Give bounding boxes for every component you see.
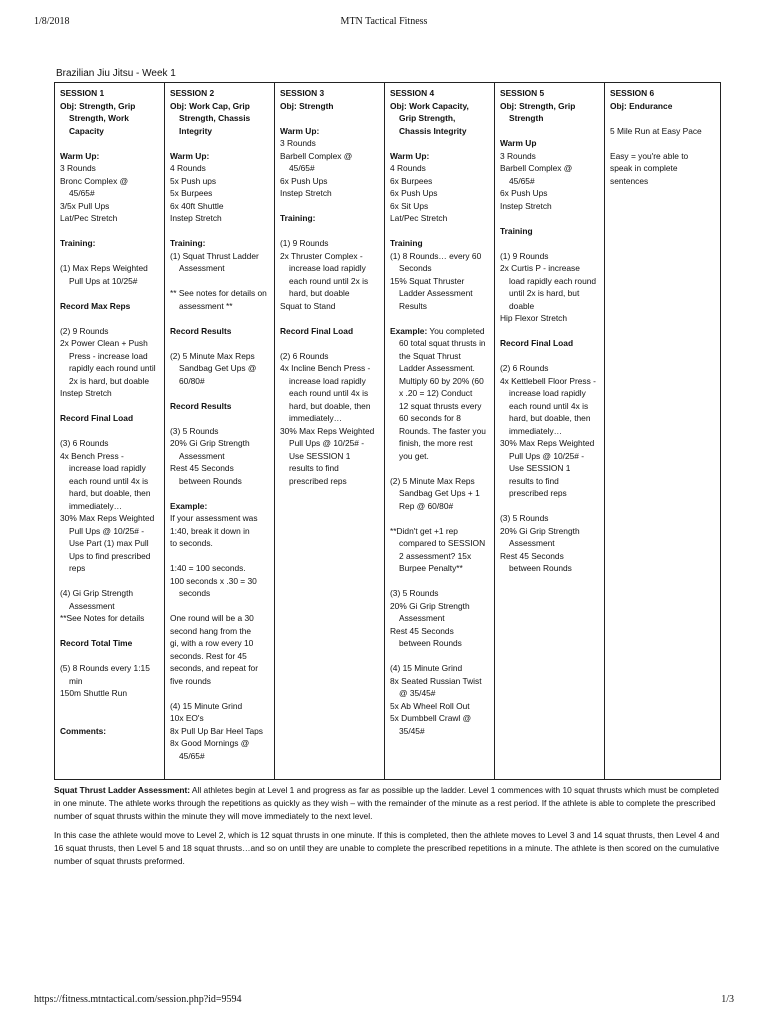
session-heading-line: Chassis Integrity bbox=[399, 125, 467, 136]
line-spacer bbox=[170, 487, 270, 500]
session-line: Rep @ 60/80# bbox=[399, 500, 454, 511]
notes-label: Squat Thrust Ladder Assessment: bbox=[54, 785, 191, 795]
line-spacer bbox=[280, 112, 380, 125]
line-spacer bbox=[60, 625, 160, 638]
session-line: Barbell Complex @ bbox=[280, 150, 353, 161]
session-line: **See Notes for details bbox=[60, 613, 145, 623]
site-name: MTN Tactical Fitness bbox=[340, 16, 428, 27]
session-line: (5) 8 Rounds every 1:15 bbox=[60, 663, 150, 673]
session-line: 3/5x Pull Ups bbox=[60, 200, 110, 211]
session-line: (4) Gi Grip Strength bbox=[60, 588, 134, 598]
session-line: immediately… bbox=[509, 425, 563, 436]
notes-paragraph-1 bbox=[54, 784, 720, 822]
session-line: x .20 = 12) Conduct bbox=[399, 388, 473, 398]
session-line: hard, but doable, then bbox=[509, 413, 591, 423]
session-line: Assessment bbox=[509, 538, 555, 548]
session-line: (1) Squat Thrust Ladder bbox=[170, 250, 259, 261]
session-line: (2) 6 Rounds bbox=[500, 363, 549, 373]
line-spacer bbox=[170, 600, 270, 613]
session-line: Instep Stretch bbox=[500, 200, 552, 211]
session-line: Barbell Complex @ bbox=[500, 163, 573, 173]
session-4-cell bbox=[385, 83, 495, 780]
line-spacer bbox=[170, 387, 270, 400]
session-heading-line: SESSION 1 bbox=[60, 88, 105, 98]
session-line: each round until 4x is bbox=[69, 475, 149, 486]
session-line: Pull Ups @ 10/25# - bbox=[69, 525, 145, 536]
session-line: (4) 15 Minute Grind bbox=[170, 700, 243, 711]
session-heading-line: Warm Up: bbox=[170, 150, 210, 161]
session-line: speak in complete bbox=[610, 163, 678, 173]
session-line: each round until 4x is bbox=[289, 388, 369, 398]
session-line: second hang from the bbox=[170, 625, 252, 636]
session-line: 6x 40ft Shuttle bbox=[170, 200, 224, 211]
page-number: 1/3 bbox=[721, 994, 734, 1005]
session-line: Seconds bbox=[399, 263, 432, 273]
session-line: 2x Curtis P - increase bbox=[500, 263, 580, 273]
session-line: load rapidly each round bbox=[509, 275, 597, 286]
session-line: rapidly each round until bbox=[69, 363, 156, 373]
session-line: 2 assessment? 15x bbox=[399, 550, 472, 561]
session-heading-line: Comments: bbox=[60, 725, 107, 736]
example-label: Example: bbox=[390, 325, 428, 336]
session-line: Sandbag Get Ups @ bbox=[179, 363, 257, 373]
session-line: 3 Rounds bbox=[280, 138, 316, 148]
session-line: 6x Burpees bbox=[390, 175, 433, 186]
session-line: (3) 5 Rounds bbox=[390, 588, 439, 598]
session-2-cell bbox=[165, 83, 275, 780]
session-line: doable bbox=[509, 300, 535, 311]
line-spacer bbox=[390, 462, 490, 475]
session-heading-line: Record Final Load bbox=[500, 338, 574, 348]
session-line: (2) 6 Rounds bbox=[280, 350, 329, 361]
session-heading-line: Warm Up: bbox=[60, 150, 100, 161]
session-line: 20% Gi Grip Strength bbox=[170, 438, 250, 448]
session-line: 35/45# bbox=[399, 725, 425, 736]
session-line: increase load rapidly bbox=[289, 263, 366, 273]
session-heading-line: Capacity bbox=[69, 125, 104, 136]
session-line: (1) 9 Rounds bbox=[280, 238, 329, 248]
session-line: 45/65# bbox=[179, 750, 205, 761]
session-line: reps bbox=[69, 563, 86, 573]
session-line: increase load rapidly bbox=[289, 375, 366, 386]
session-line: 100 seconds x .30 = 30 bbox=[170, 575, 257, 586]
session-line: Ups to find prescribed bbox=[69, 550, 151, 561]
session-heading-line: Record Results bbox=[170, 325, 232, 336]
session-heading-line: Strength, Chassis bbox=[179, 113, 251, 123]
line-spacer bbox=[390, 575, 490, 588]
session-heading-line: Example: bbox=[170, 500, 208, 511]
session-line: 45/65# bbox=[69, 188, 95, 198]
session-heading-line: Warm Up: bbox=[280, 125, 320, 136]
session-line: increase load rapidly bbox=[69, 463, 146, 473]
line-spacer bbox=[60, 250, 160, 263]
session-line: Instep Stretch bbox=[280, 188, 332, 198]
session-line: seconds. Rest for 45 bbox=[170, 650, 247, 661]
line-spacer bbox=[170, 550, 270, 563]
session-line: each round until 4x is bbox=[509, 400, 589, 411]
session-line: 1:40, break it down in bbox=[170, 525, 250, 536]
session-heading-line: SESSION 4 bbox=[390, 88, 435, 98]
session-line: 8x Good Mornings @ bbox=[170, 738, 250, 748]
session-line: 10x EO's bbox=[170, 713, 204, 723]
session-line: increase load rapidly bbox=[509, 388, 586, 398]
line-spacer bbox=[170, 275, 270, 288]
session-line: immediately… bbox=[69, 500, 123, 511]
session-heading-line: Obj: Endurance bbox=[610, 100, 673, 111]
session-line: results to find bbox=[509, 475, 559, 486]
session-line: you get. bbox=[399, 450, 429, 461]
session-heading-line: Obj: Strength bbox=[280, 100, 334, 111]
line-spacer bbox=[60, 312, 160, 325]
session-6-cell bbox=[605, 83, 721, 780]
session-line: Instep Stretch bbox=[170, 213, 222, 223]
session-heading-line: Training bbox=[390, 238, 423, 248]
session-line: (3) 5 Rounds bbox=[500, 513, 549, 523]
session-line: Squat to Stand bbox=[280, 300, 336, 311]
session-line: prescribed reps bbox=[289, 475, 347, 486]
line-spacer bbox=[500, 325, 600, 338]
session-line: 5x Dumbbell Crawl @ bbox=[390, 713, 472, 723]
assessment-notes bbox=[54, 784, 720, 875]
session-line: 150m Shuttle Run bbox=[60, 688, 128, 698]
session-line: finish, the more rest bbox=[399, 438, 473, 448]
session-line: 12 squat thrusts every bbox=[399, 400, 482, 411]
line-spacer bbox=[170, 412, 270, 425]
session-line: 6x Push Ups bbox=[390, 188, 438, 198]
session-line: 4x Kettlebell Floor Press - bbox=[500, 375, 596, 386]
line-spacer bbox=[390, 512, 490, 525]
line-spacer bbox=[500, 350, 600, 363]
session-line: Assessment bbox=[69, 600, 115, 611]
session-heading-line: SESSION 3 bbox=[280, 88, 325, 98]
session-line: 20% Gi Grip Strength bbox=[500, 525, 580, 536]
line-spacer bbox=[60, 287, 160, 300]
session-line: (1) Max Reps Weighted bbox=[60, 263, 148, 273]
session-line: 3 Rounds bbox=[60, 163, 96, 173]
line-spacer bbox=[390, 225, 490, 238]
session-line: Lat/Pec Stretch bbox=[60, 213, 118, 223]
session-line: Rounds. The faster you bbox=[399, 425, 486, 436]
session-heading-line: Strength bbox=[509, 113, 544, 123]
session-line: seconds, and repeat for bbox=[170, 663, 258, 673]
session-line: Rest 45 Seconds bbox=[170, 463, 234, 473]
session-line: 60 total squat thrusts in bbox=[399, 338, 486, 348]
session-line: 5 Mile Run at Easy Pace bbox=[610, 125, 702, 136]
line-spacer bbox=[60, 700, 160, 713]
session-heading-line: Training bbox=[500, 225, 533, 236]
session-line: 5x Burpees bbox=[170, 188, 213, 198]
session-line: assessment ** bbox=[179, 300, 233, 311]
session-line: hard, but doable bbox=[289, 288, 350, 298]
line-spacer bbox=[60, 575, 160, 588]
line-spacer bbox=[60, 712, 160, 725]
line-spacer bbox=[60, 650, 160, 663]
session-line: 6x Sit Ups bbox=[390, 200, 429, 211]
session-line: 30% Max Reps Weighted bbox=[60, 513, 155, 523]
session-line: (1) 9 Rounds bbox=[500, 250, 549, 261]
page-footer bbox=[34, 994, 734, 1008]
line-spacer bbox=[280, 225, 380, 238]
session-heading-line: SESSION 5 bbox=[500, 88, 545, 98]
line-spacer bbox=[170, 687, 270, 700]
line-spacer bbox=[60, 400, 160, 413]
session-line: 45/65# bbox=[289, 163, 315, 173]
session-line: Pull Ups @ 10/25# - bbox=[509, 450, 585, 461]
session-line: ** See notes for details on bbox=[170, 288, 267, 298]
session-line: (2) 9 Rounds bbox=[60, 325, 109, 336]
page-header bbox=[34, 16, 734, 30]
session-line: Hip Flexor Stretch bbox=[500, 313, 568, 323]
session-heading-line: Integrity bbox=[179, 125, 213, 136]
line-spacer bbox=[60, 137, 160, 150]
line-spacer bbox=[170, 225, 270, 238]
session-heading-line: Training: bbox=[60, 238, 96, 248]
document-title: Brazilian Jiu Jitsu - Week 1 bbox=[56, 68, 176, 79]
session-line: (1) 8 Rounds… every 60 bbox=[390, 250, 482, 261]
session-line: (4) 15 Minute Grind bbox=[390, 663, 463, 673]
session-line: 8x Seated Russian Twist bbox=[390, 675, 482, 686]
line-spacer bbox=[170, 337, 270, 350]
session-line: Assessment bbox=[399, 613, 445, 623]
session-line: the Squat Thrust bbox=[399, 350, 461, 361]
line-spacer bbox=[390, 312, 490, 325]
session-line: 2x Thruster Complex - bbox=[280, 250, 363, 261]
session-line: Rest 45 Seconds bbox=[500, 550, 564, 561]
session-line: 4x Incline Bench Press - bbox=[280, 363, 371, 373]
session-line: @ 35/45# bbox=[399, 688, 436, 698]
session-line: 15% Squat Thruster bbox=[390, 275, 465, 286]
session-line: sentences bbox=[610, 175, 649, 186]
line-spacer bbox=[390, 650, 490, 663]
session-1-cell bbox=[55, 83, 165, 780]
session-line: 3 Rounds bbox=[500, 150, 536, 161]
notes-paragraph-2: In this case the athlete would move to Level 2, which is 12 squat thrusts in one minute. If this is completed, then the athlete moves to Level 3 and 14 squat thrusts, then Level 4 and 16 squat thrusts, then Level 5 and 18 squat thrusts…and so on until they are unable to complete the prescribed repetitions in a minute. The athlete is then scored on the cumulative number of squat thrusts preformed. bbox=[54, 830, 720, 866]
session-line: 1:40 = 100 seconds. bbox=[170, 563, 246, 573]
session-heading-line: Training: bbox=[280, 213, 316, 223]
session-line: 2x is hard, but doable bbox=[69, 375, 150, 386]
session-line: between Rounds bbox=[399, 638, 462, 648]
line-spacer bbox=[60, 425, 160, 438]
session-line: seconds bbox=[179, 588, 211, 598]
session-line: gi, with a row every 10 bbox=[170, 638, 254, 648]
session-heading-line: Record Results bbox=[170, 400, 232, 411]
session-heading-line: Obj: Work Cap, Grip bbox=[170, 100, 250, 111]
session-heading-line: Training: bbox=[170, 238, 206, 248]
session-line: five rounds bbox=[170, 675, 211, 686]
session-line: (3) 6 Rounds bbox=[60, 438, 109, 448]
session-line: **Didn't get +1 rep bbox=[390, 525, 458, 536]
line-spacer bbox=[610, 137, 716, 150]
line-spacer bbox=[170, 137, 270, 150]
example-line: Example: You completed bbox=[390, 325, 485, 336]
session-line: immediately… bbox=[289, 413, 343, 423]
session-line: 60/80# bbox=[179, 375, 205, 386]
notes-text-1: All athletes begin at Level 1 and progress as far as possible up the ladder. Level 1 commences with 10 squat thrusts which must be completed in one minute. The athlete works through the repetitions as quickly as they wish – with the remainder of the minute as a rest period. If the athlete is able to complete the prescribed number of squat thrusts within the minute they will move immediately to the next level. bbox=[54, 785, 719, 821]
session-line: (3) 5 Rounds bbox=[170, 425, 219, 436]
session-line: Use SESSION 1 bbox=[509, 463, 571, 473]
session-line: Assessment bbox=[179, 450, 225, 461]
session-line: between Rounds bbox=[509, 563, 572, 573]
session-line: results to find bbox=[289, 463, 339, 473]
session-line: Ladder Assessment bbox=[399, 288, 473, 298]
session-line: 30% Max Reps Weighted bbox=[500, 438, 595, 448]
session-heading-line: Obj: Strength, Grip bbox=[500, 100, 576, 111]
session-line: Assessment bbox=[179, 263, 225, 273]
session-line: Use SESSION 1 bbox=[289, 450, 351, 461]
session-line: 5x Ab Wheel Roll Out bbox=[390, 700, 470, 711]
line-spacer bbox=[280, 200, 380, 213]
session-heading-line: Warm Up: bbox=[390, 150, 430, 161]
session-heading-line: Record Final Load bbox=[60, 413, 134, 423]
line-spacer bbox=[500, 500, 600, 513]
session-line: 4 Rounds bbox=[170, 163, 206, 173]
session-line: Multiply 60 by 20% (60 bbox=[399, 375, 484, 386]
session-heading-line: Obj: Strength, Grip bbox=[60, 100, 136, 111]
session-line: (2) 5 Minute Max Reps bbox=[390, 475, 475, 486]
session-line: Burpee Penalty** bbox=[399, 563, 463, 573]
session-line: Lat/Pec Stretch bbox=[390, 213, 448, 223]
session-line: 45/65# bbox=[509, 175, 535, 186]
line-spacer bbox=[280, 337, 380, 350]
session-line: 4 Rounds bbox=[390, 163, 426, 173]
session-line: Bronc Complex @ bbox=[60, 175, 129, 186]
session-line: Use Part (1) max Pull bbox=[69, 538, 149, 548]
session-heading-line: Warm Up bbox=[500, 138, 537, 148]
line-spacer bbox=[500, 212, 600, 225]
session-line: until 2x is hard, but bbox=[509, 288, 580, 298]
line-spacer bbox=[610, 112, 716, 125]
session-heading-line: SESSION 2 bbox=[170, 88, 215, 98]
session-line: 6x Push Ups bbox=[280, 175, 328, 186]
session-line: One round will be a 30 bbox=[170, 613, 254, 623]
session-line: Pull Ups at 10/25# bbox=[69, 275, 138, 286]
session-line: 4x Bench Press - bbox=[60, 450, 124, 461]
session-heading-line: SESSION 6 bbox=[610, 88, 655, 98]
session-line: each round until 2x is bbox=[289, 275, 369, 286]
line-spacer bbox=[60, 225, 160, 238]
session-line: Instep Stretch bbox=[60, 388, 112, 398]
session-line: min bbox=[69, 675, 83, 686]
session-line: to seconds. bbox=[170, 538, 213, 548]
session-line: 6x Push Ups bbox=[500, 188, 548, 198]
line-spacer bbox=[500, 125, 600, 138]
session-line: If your assessment was bbox=[170, 513, 258, 523]
session-line: Results bbox=[399, 300, 427, 311]
line-spacer bbox=[280, 312, 380, 325]
session-line: Sandbag Get Ups + 1 bbox=[399, 488, 480, 498]
session-heading-line: Record Final Load bbox=[280, 325, 354, 336]
session-heading-line: Strength, Work bbox=[69, 113, 129, 123]
session-table bbox=[54, 82, 721, 780]
session-line: Press - increase load bbox=[69, 350, 148, 361]
session-heading-line: Grip Strength, bbox=[399, 113, 456, 123]
session-line: 2x Power Clean + Push bbox=[60, 338, 148, 348]
session-line: hard, but doable, then bbox=[69, 488, 151, 498]
session-line: prescribed reps bbox=[509, 488, 567, 498]
session-line: compared to SESSION bbox=[399, 538, 486, 548]
line-spacer bbox=[170, 312, 270, 325]
session-line: hard, but doable, then bbox=[289, 400, 371, 411]
line-spacer bbox=[500, 237, 600, 250]
session-heading-line: Record Total Time bbox=[60, 638, 133, 648]
line-spacer bbox=[390, 137, 490, 150]
session-line: 20% Gi Grip Strength bbox=[390, 600, 470, 611]
page-url: https://fitness.mtntactical.com/session.php?id=9594 bbox=[34, 994, 242, 1005]
session-line: Easy = you're able to bbox=[610, 150, 689, 161]
session-line: 60 seconds for 8 bbox=[399, 413, 461, 423]
session-line: Ladder Assessment. bbox=[399, 363, 475, 373]
session-line: 5x Push ups bbox=[170, 175, 217, 186]
session-line: Rest 45 Seconds bbox=[390, 625, 454, 636]
session-heading-line: Record Max Reps bbox=[60, 300, 131, 311]
print-date: 1/8/2018 bbox=[34, 16, 70, 27]
session-line: between Rounds bbox=[179, 475, 242, 486]
session-heading-line: Obj: Work Capacity, bbox=[390, 100, 469, 111]
session-line: 8x Pull Up Bar Heel Taps bbox=[170, 725, 263, 736]
session-3-cell bbox=[275, 83, 385, 780]
session-line: 30% Max Reps Weighted bbox=[280, 425, 375, 436]
session-5-cell bbox=[495, 83, 605, 780]
session-line: Pull Ups @ 10/25# - bbox=[289, 438, 365, 448]
session-line: (2) 5 Minute Max Reps bbox=[170, 350, 255, 361]
